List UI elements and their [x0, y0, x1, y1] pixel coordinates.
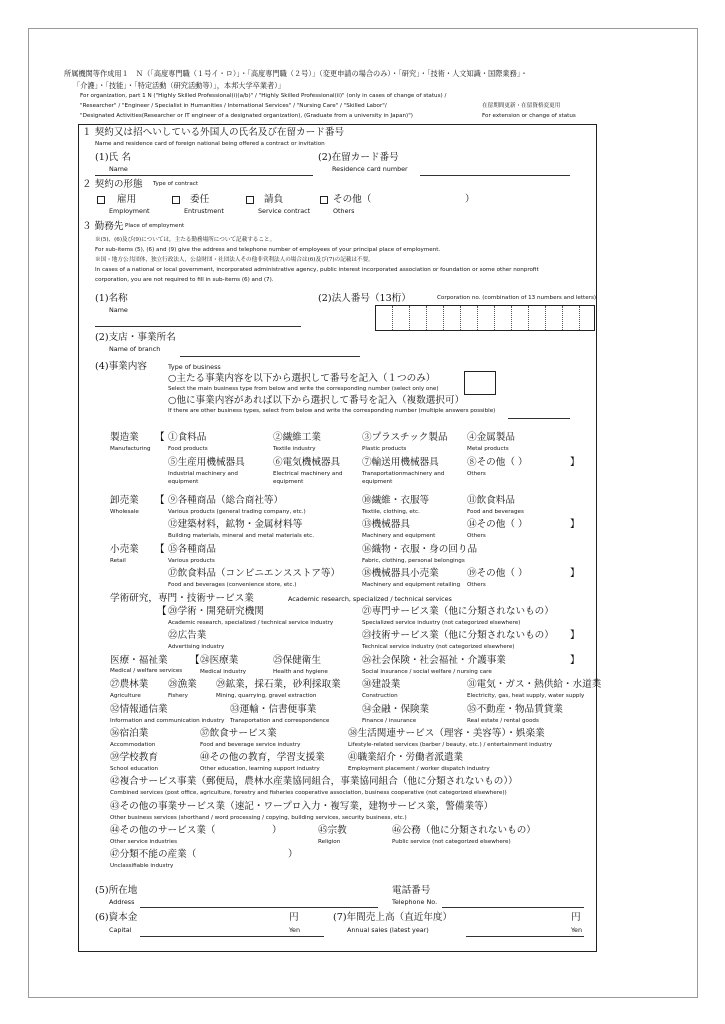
address-field[interactable]	[140, 907, 378, 908]
category-label: 小売業	[110, 544, 139, 555]
business-type-item: ㉚建設業	[362, 679, 401, 690]
others-label-en: Others	[333, 207, 355, 215]
business-type-item: ③プラスチック製品	[362, 432, 448, 443]
note-1: ※(5)、(6)及び(9)については，主たる勤務場所について記載すること。	[95, 237, 276, 243]
business-type-item: ⑥電気機械器具	[273, 457, 341, 468]
business-type-item-en: Electricity, gas, heat supply, water supply	[467, 693, 585, 699]
close-paren: ）	[288, 849, 298, 860]
telephone-label: 電話番号	[392, 885, 431, 896]
capital-label: (6)資本金	[95, 912, 138, 923]
bracket: 【	[157, 606, 167, 617]
business-type-item-en: Food and beverages	[467, 509, 524, 515]
capital-yen: 円	[289, 912, 299, 923]
header-line-4: "Researcher" / "Engineer / Specialist in Humanities / International Services" / "Nursing Care" / "Skilled Labor"/	[80, 103, 387, 109]
employment-label-en: Employment	[109, 207, 150, 215]
service-contract-label: 請負	[264, 194, 284, 205]
business-type-item: ㉕保健衛生	[273, 655, 321, 666]
business-type-item: ⑦輸送用機械器具	[362, 457, 439, 468]
bracket: 】	[570, 519, 580, 530]
business-type-item-en: Electrical machinery and	[273, 471, 343, 477]
business-type-item-en: Health and hygiene	[273, 669, 328, 675]
business-type-item: ㊸その他の事業サービス業（速記・ワープロ入力・複写業，建物サービス業，警備業等）	[110, 801, 494, 812]
business-type-item-en: Employment placement / worker dispatch industry	[348, 766, 490, 772]
annual-sales-field[interactable]	[466, 936, 584, 937]
bracket: 】	[570, 630, 580, 641]
capital-label-en: Capital	[109, 926, 132, 934]
category-label-en: Academic research, specialized / technical services	[288, 595, 452, 603]
entrustment-checkbox[interactable]	[172, 196, 180, 204]
business-type-item: ⑲その他（	[467, 568, 515, 579]
business-type-item-en: Industrial machinery and	[168, 471, 238, 477]
telephone-label-en: Telephone No.	[392, 898, 438, 906]
section-2-title-en: Type of contract	[153, 181, 199, 187]
business-type-item-en: Construction	[362, 693, 398, 699]
business-type-item-en: Other business services (shorthand / word processing / copying, building services, security business, etc.)	[110, 815, 407, 821]
business-type-item: ⑳学術・開発研究機関	[168, 606, 264, 617]
header-right-jp: 在留期間更新・在留資格変更用	[482, 103, 561, 109]
category-label-en: Retail	[110, 558, 126, 564]
business-content-label: (4)事業内容	[95, 361, 147, 372]
employment-label: 雇用	[117, 194, 137, 205]
bracket: 【	[155, 432, 165, 443]
business-type-item: ④金属製品	[467, 432, 515, 443]
category-label: 学術研究，専門・技術サービス業	[110, 593, 254, 604]
business-type-item-en: Food products	[168, 446, 208, 452]
business-type-item: ⑱機械器具小売業	[362, 568, 439, 579]
bracket: 【	[155, 544, 165, 555]
business-type-item-en: Real estate / rental goods	[467, 718, 539, 724]
corporation-number-label: (2)法人番号（13桁）	[318, 293, 411, 304]
business-type-item-en: Metal products	[467, 446, 509, 452]
business-type-item-en: Machinery and equipment retailing	[362, 582, 461, 588]
business-type-item-en: Food and beverages (convenience store, etc.)	[168, 582, 297, 588]
business-type-item-en: Textile, clothing, etc.	[362, 509, 420, 515]
close-paren: ）	[518, 519, 528, 530]
business-type-item: ⑰飲食料品（コンビニエンスストア等）	[168, 568, 341, 579]
other-business-number-field[interactable]	[508, 418, 570, 419]
header-line-2: 「介護」・「技能」・「特定活動（研究活動等）」，本邦大学卒業者）」	[73, 81, 285, 90]
business-type-item: ㉓技術サービス業（他に分類されないもの）	[362, 630, 554, 641]
business-type-item-en: Others	[467, 533, 486, 539]
others-label: その他（	[333, 194, 372, 205]
bracket: 【	[190, 655, 200, 666]
business-type-item-en: Food and beverage service industry	[200, 742, 301, 748]
service-contract-checkbox[interactable]	[246, 196, 254, 204]
close-paren: ）	[518, 568, 528, 579]
branch-name-label-en: Name of branch	[109, 345, 161, 353]
header-line-1: 所属機関等作成用１ Ｎ（「高度専門職（１号イ・ロ）」・「高度専門職（２号）」（変更申請の場合のみ）・「研究」・「技術・人文知識・国際業務」・	[64, 69, 528, 78]
note-2: For sub-items (5), (6) and (9) give the address and telephone number of employees of your principal place of employment.	[95, 247, 441, 253]
business-type-item-en: Various products (general trading company, etc.)	[168, 509, 306, 515]
category-label-en: Manufacturing	[110, 446, 151, 452]
type-of-business-label: Type of business	[168, 363, 221, 371]
business-type-item: ㉑専門サービス業（他に分類されないもの）	[362, 606, 554, 617]
business-type-item: ㉜情報通信業	[110, 704, 168, 715]
business-type-item: ㊺宗教	[318, 825, 347, 836]
business-type-item: ㊴学校教育	[110, 752, 158, 763]
business-type-item: ②繊維工業	[273, 432, 321, 443]
category-label: 卸売業	[110, 495, 139, 506]
section-1-title: １ 契約又は招へいしている外国人の氏名及び在留カード番号	[82, 127, 345, 138]
business-type-item: ㊹その他のサービス業（	[110, 825, 216, 836]
business-type-item: ⑬機械器具	[362, 519, 410, 530]
business-type-item: ㊲飲食サービス業	[200, 728, 277, 739]
header-line-3: For organization, part 1 N ("Highly Skilled Professional(i)(a/b)" / "Highly Skilled Professional(ii)" (only in cases of change of status) /	[80, 93, 447, 99]
business-type-item-en: School education	[110, 766, 159, 772]
business-type-item: ㉔医療業	[200, 655, 239, 666]
foreigner-name-label-en: Name	[109, 165, 128, 173]
main-business-number-field[interactable]	[464, 371, 496, 395]
business-type-item: ⑧その他（	[467, 457, 515, 468]
business-type-item: ⑪飲食料品	[467, 495, 515, 506]
note-4: In cases of a national or local government, incorporated administrative agency, public interest incorporated association or foundation or some other nonprofit	[95, 267, 539, 273]
header-right-en: For extension or change of status	[482, 113, 576, 119]
business-type-item-en: Machinery and equipment	[362, 533, 436, 539]
residence-card-label: (2)在留カード番号	[318, 152, 399, 163]
business-type-item: ㉝運輸・信書便事業	[230, 704, 317, 715]
business-type-item-en: Advertising industry	[168, 644, 225, 650]
business-type-item-en: Other service industries	[110, 839, 177, 845]
business-type-item: ㊼分類不能の産業（	[110, 849, 197, 860]
section-3-title: ３ 勤務先	[82, 221, 124, 232]
main-business-instruction: ○主たる事業内容を以下から選択して番号を記入（１つのみ）	[168, 373, 436, 384]
entrustment-label: 委任	[190, 194, 210, 205]
annual-sales-yen: 円	[571, 912, 581, 923]
business-type-item: ㊳生活関連サービス（理容・美容等）・娯楽業	[348, 728, 545, 739]
business-type-item-en: Specialized service industry (not categorized elsewhere)	[362, 620, 521, 626]
employment-checkbox[interactable]	[97, 196, 105, 204]
business-type-item-en: Building materials, mineral and metal materials etc.	[168, 533, 315, 539]
others-checkbox[interactable]	[320, 196, 328, 204]
business-type-item-en: Mining, quarrying, gravel extraction	[216, 693, 317, 699]
employer-name-label-en: Name	[109, 306, 128, 314]
section-1-title-en: Name and residence card of foreign national being offered a contract or invitation	[95, 141, 325, 147]
business-type-item: ⑮各種商品	[168, 544, 216, 555]
business-type-item-en: Accommodation	[110, 742, 156, 748]
bracket: 【	[155, 495, 165, 506]
business-type-item-en: Finance / insurance	[362, 718, 417, 724]
bracket: 】	[570, 655, 580, 666]
business-type-item-en: Information and communication industry	[110, 718, 225, 724]
address-label: (5)所在地	[95, 885, 138, 896]
business-type-item: ㉖社会保険・社会福祉・介護事業	[362, 655, 506, 666]
bracket: 】	[570, 457, 580, 468]
branch-name-label: (2)支店・事業所名	[95, 332, 176, 343]
category-label: 医療・福祉業	[110, 655, 168, 666]
other-business-instruction-en: If there are other business types, select from below and write the corresponding number (multiple answers possible)	[168, 408, 496, 414]
capital-field[interactable]	[140, 936, 324, 937]
business-type-item: ㊵その他の教育，学習支援業	[200, 752, 325, 763]
header-line-5: "Designated Activities(Researcher or IT engineer of a designated organization), (Graduate from a university in Japan)")	[80, 113, 413, 119]
business-type-item: ㉒広告業	[168, 630, 207, 641]
business-type-item-en: Social insurance / social welfare / nursing care	[362, 669, 492, 675]
close-paren: ）	[272, 825, 282, 836]
section-3-title-en: Place of employment	[125, 223, 185, 229]
branch-name-field[interactable]	[180, 356, 360, 357]
note-3: ※国・地方公共団体，独立行政法人，公益財団・社団法人その他非営利法人の場合は(6)及び(7)の記載は不要。	[95, 257, 374, 263]
business-type-item-en: Fabric, clothing, personal belongings	[362, 558, 465, 564]
business-type-item: ㉙鉱業，採石業，砂利採取業	[216, 679, 341, 690]
business-type-item: ㊶職業紹介・労働者派遣業	[348, 752, 464, 763]
business-type-item-en: Academic research, specialized / technical service industry	[168, 620, 334, 626]
business-type-item-en-2: equipment	[168, 479, 199, 485]
residence-card-field[interactable]	[420, 175, 570, 176]
main-business-instruction-en: Select the main business type from below and write the corresponding number (select only one)	[168, 386, 439, 392]
other-business-instruction: ○他に事業内容があれば以下から選択して番号を記入（複数選択可）	[168, 395, 465, 406]
corporation-number-label-en: Corporation no. (combination of 13 numbers and letters)	[437, 295, 597, 301]
others-close-paren: ）	[465, 194, 475, 205]
business-type-item-en: Various products	[168, 558, 215, 564]
business-type-item-en: Transportation and correspondence	[230, 718, 330, 724]
employer-name-label: (1)名称	[95, 293, 128, 304]
annual-sales-yen-en: Yen	[571, 926, 583, 934]
category-label: 製造業	[110, 432, 139, 443]
business-type-item-en: Transportationmachinery and	[362, 471, 445, 477]
business-type-item-en: Lifestyle-related services (barber / beauty, etc.) / entertainment industry	[348, 742, 553, 748]
annual-sales-label: (7)年間売上高（直近年度）	[333, 912, 453, 923]
corporation-number-field[interactable]	[375, 305, 595, 331]
business-type-item-en: Plastic products	[362, 446, 407, 452]
business-type-item-en: Agriculture	[110, 693, 141, 699]
business-type-item-en: Textile industry	[273, 446, 316, 452]
business-type-item-en: Religion	[318, 839, 341, 845]
business-type-item: ㉛電気・ガス・熱供給・水道業	[467, 679, 602, 690]
foreigner-name-field[interactable]	[95, 175, 313, 176]
business-type-item: ㉗農林業	[110, 679, 149, 690]
business-type-item-en: Others	[467, 471, 486, 477]
entrustment-label-en: Entrustment	[184, 207, 224, 215]
business-type-item: ㊷複合サービス事業（郵便局，農林水産業協同組合，事業協同組合（他に分類されないもの））	[110, 776, 518, 787]
category-label-en: Medical / welfare services	[110, 668, 183, 674]
annual-sales-label-en: Annual sales (latest year)	[347, 926, 429, 934]
business-type-item-en-2: equipment	[273, 479, 304, 485]
business-type-item-en: Medical industry	[200, 669, 247, 675]
employer-name-field[interactable]	[95, 326, 301, 327]
business-type-item: ①食料品	[168, 432, 207, 443]
note-5: corporation, you are not required to fill in sub-items (6) and (7).	[95, 277, 274, 283]
business-type-item: ㉟不動産・物品賃貸業	[467, 704, 563, 715]
business-type-item: ㊱宿泊業	[110, 728, 149, 739]
business-type-item-en: Technical service industry (not categorized elsewhere)	[362, 644, 515, 650]
category-label-en: Wholesale	[110, 509, 139, 515]
business-type-item-en: Other education, learning support industry	[200, 766, 320, 772]
address-label-en: Address	[109, 898, 135, 906]
business-type-item: ㉘漁業	[168, 679, 197, 690]
residence-card-label-en: Residence card number	[332, 165, 408, 173]
business-type-item-en: Public service (not categorized elsewhere)	[392, 839, 511, 845]
telephone-field[interactable]	[442, 907, 584, 908]
business-type-item: ⑩繊維・衣服等	[362, 495, 430, 506]
business-type-item-en: Unclassifiable industry	[110, 863, 174, 869]
close-paren: ）	[518, 457, 528, 468]
capital-yen-en: Yen	[289, 926, 301, 934]
foreigner-name-label: (1)氏 名	[95, 152, 131, 163]
section-2-title: ２ 契約の形態	[82, 179, 143, 190]
business-type-item-en: Others	[467, 582, 486, 588]
business-type-item: ⑯織物・衣服・身の回り品	[362, 544, 478, 555]
business-type-item-en-2: equipment	[362, 479, 393, 485]
business-type-item-en: Combined services (post office, agriculture, forestry and fisheries cooperative association, business cooperative (not categorized elsewhere))	[110, 790, 507, 796]
business-type-item: ⑭その他（	[467, 519, 515, 530]
business-type-item-en: Fishery	[168, 693, 188, 699]
business-type-item: ⑤生産用機械器具	[168, 457, 245, 468]
business-type-item: ㉞金融・保険業	[362, 704, 430, 715]
bracket: 】	[570, 568, 580, 579]
service-contract-label-en: Service contract	[258, 207, 311, 215]
business-type-item: ⑨各種商品（総合商社等）	[168, 495, 284, 506]
business-type-item: ㊻公務（他に分類されないもの）	[392, 825, 536, 836]
business-type-item: ⑫建築材料，鉱物・金属材料等	[168, 519, 303, 530]
